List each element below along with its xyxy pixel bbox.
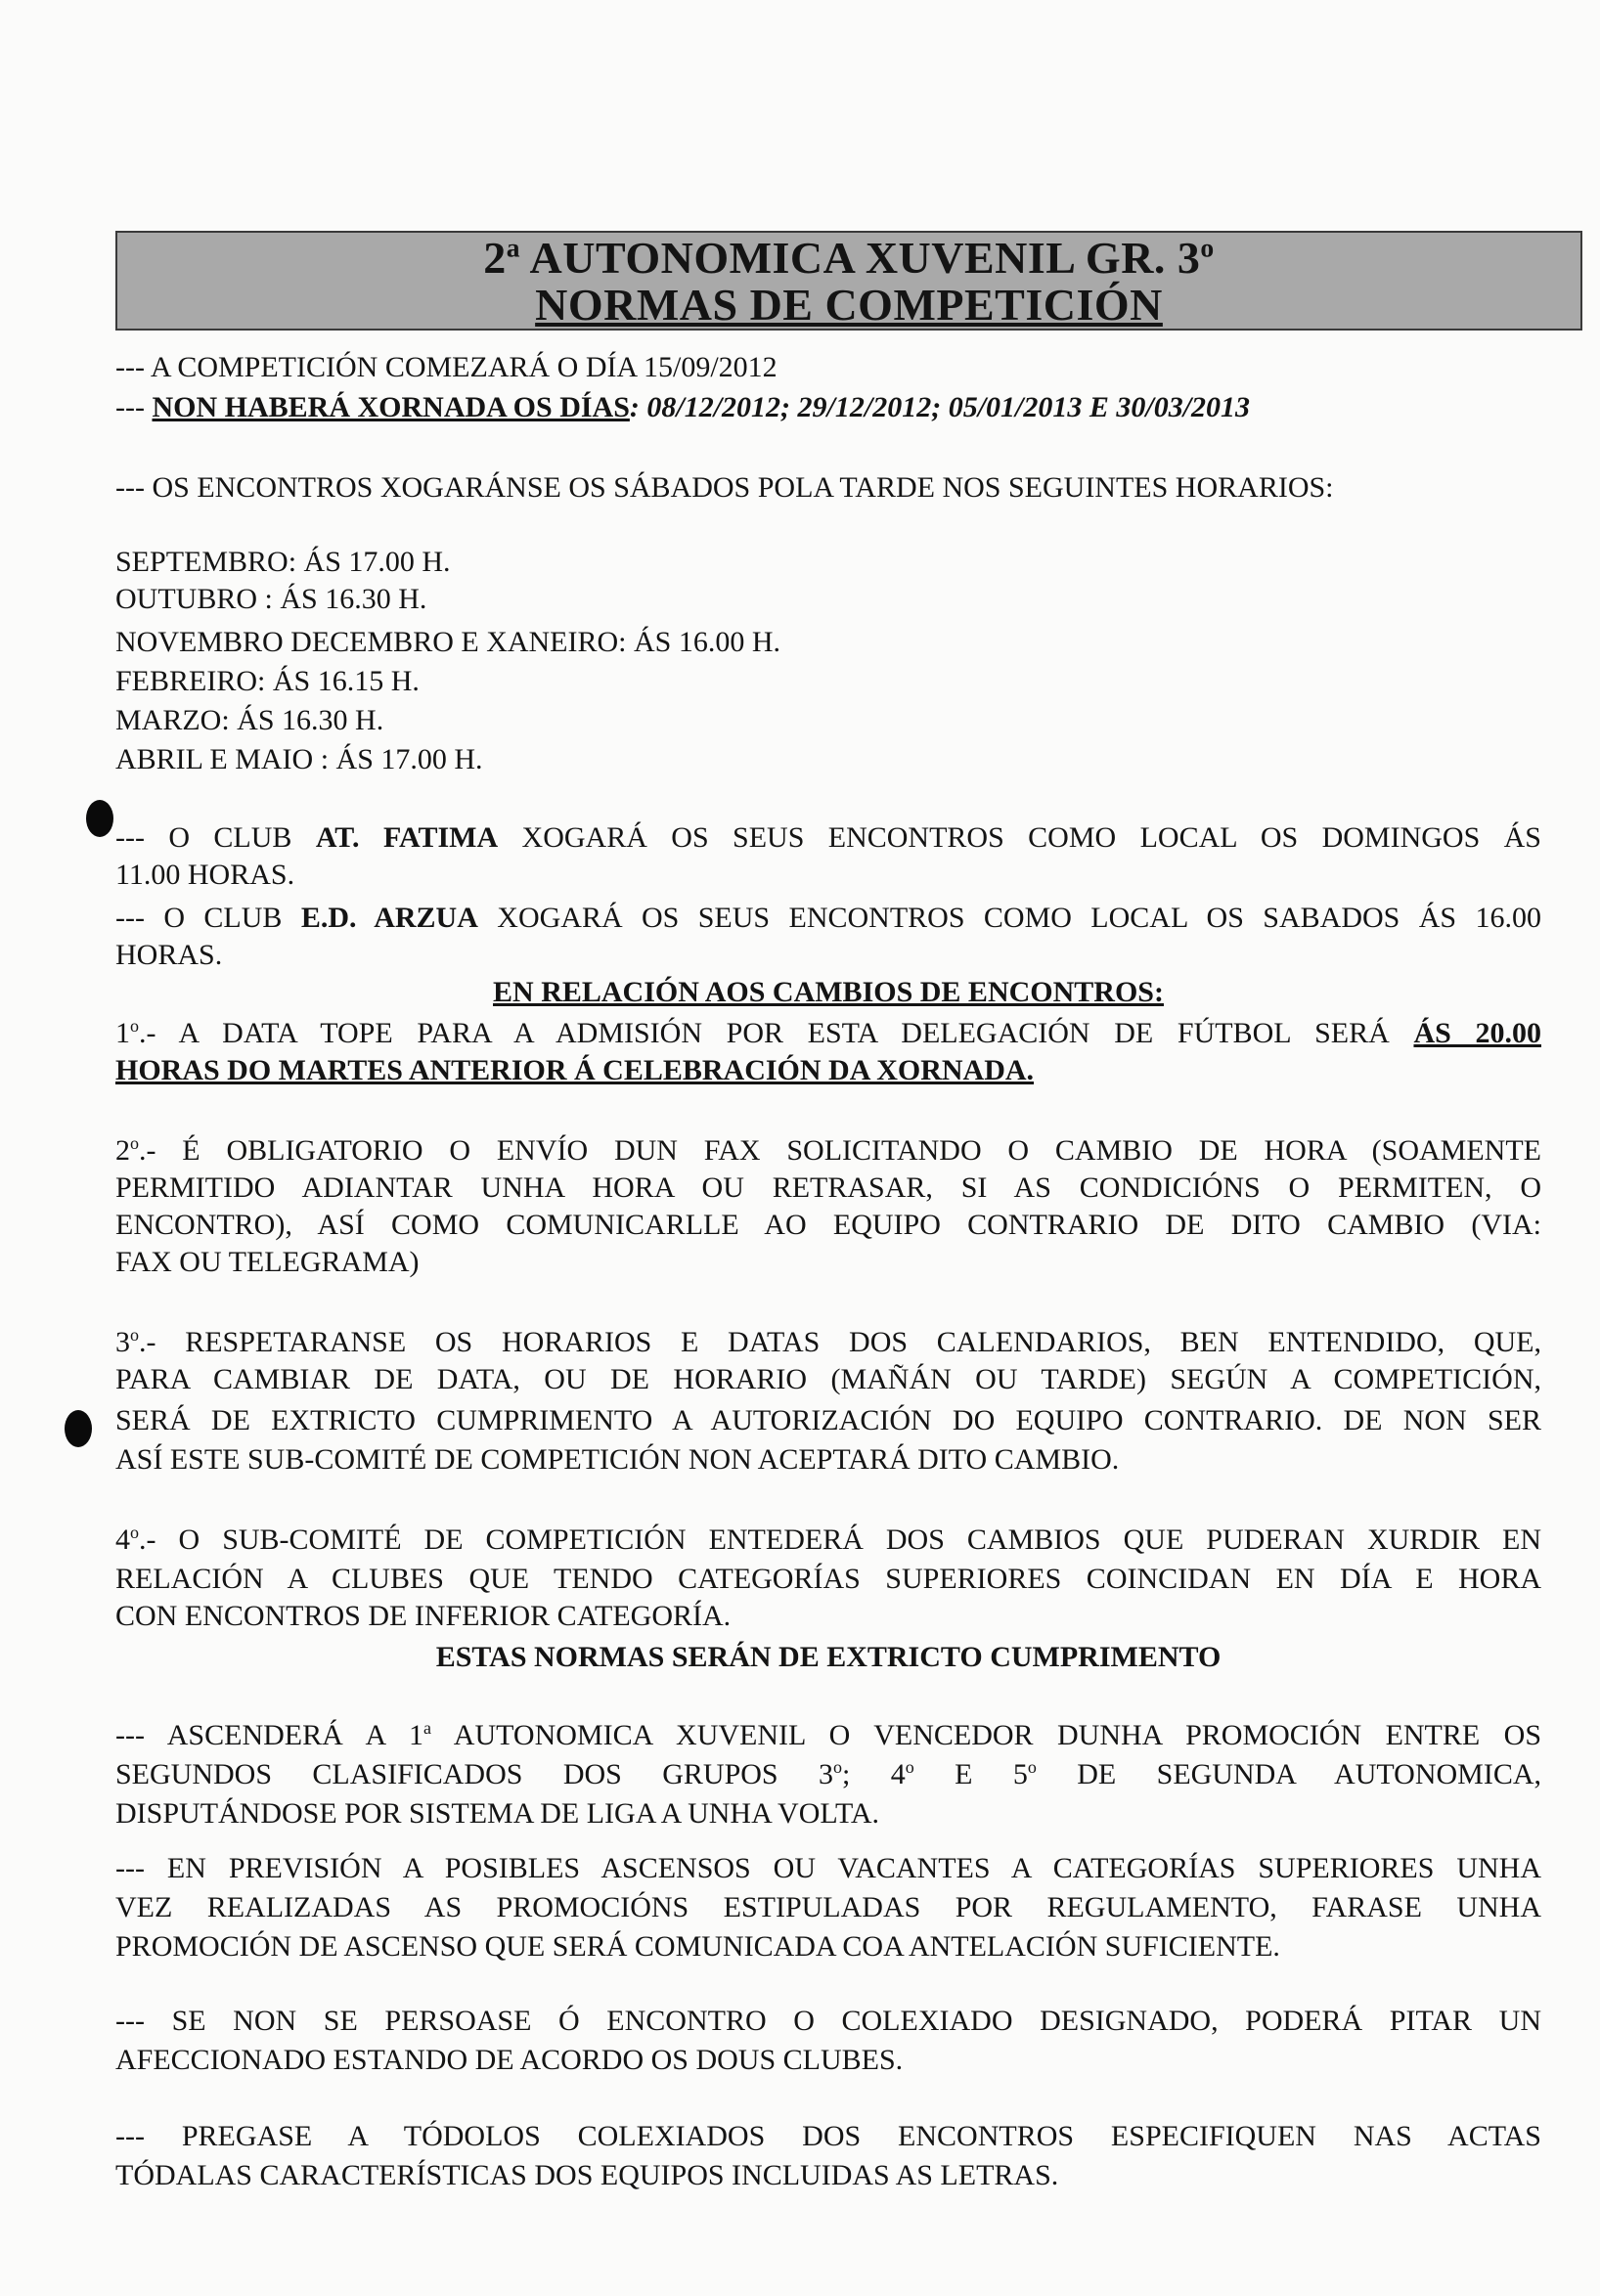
schedule-item: ABRIL E MAIO : ÁS 17.00 H. xyxy=(115,743,483,775)
no-round-line: --- NON HABERÁ XORNADA OS DÍAS: 08/12/2012; 29/12/2012; 05/01/2013 E 30/03/2013 xyxy=(115,391,1251,423)
referee-line1: --- SE NON SE PERSOASE Ó ENCONTRO O COLEXIADO DESIGNADO, PODERÁ PITAR UN xyxy=(115,2005,1541,2037)
rule-3-line3: SERÁ DE EXTRICTO CUMPRIMENTO A AUTORIZACIÓN DO EQUIPO CONTRARIO. DE NON SER xyxy=(115,1404,1541,1436)
ascent-line2: SEGUNDOS CLASIFICADOS DOS GRUPOS 3$^o$; 4$^o$ E 5$^o$ DE SEGUNDA AUTONOMICA, xyxy=(115,1757,1541,1790)
ascent-line3: DISPUTÁNDOSE POR SISTEMA DE LIGA A UNHA VOLTA. xyxy=(115,1797,880,1830)
rule-2-line4: FAX OU TELEGRAMA) xyxy=(115,1246,420,1278)
changes-heading: EN RELACIÓN AOS CAMBIOS DE ENCONTROS: xyxy=(493,976,1164,1008)
header-title: 2$^a$ AUTONOMICA XUVENIL GR. 3$^o$ xyxy=(483,232,1215,283)
provision-line1: --- EN PREVISIÓN A POSIBLES ASCENSOS OU VACANTES A CATEGORÍAS SUPERIORES UNHA xyxy=(115,1852,1541,1884)
referee-line2: AFECCIONADO ESTANDO DE ACORDO OS DOUS CLUBES. xyxy=(115,2044,904,2076)
punch-hole xyxy=(86,800,113,837)
rule-4-line2: RELACIÓN A CLUBES QUE TENDO CATEGORÍAS SUPERIORES COINCIDAN EN DÍA E HORA xyxy=(115,1563,1541,1595)
rule-2-line2: PERMITIDO ADIANTAR UNHA HORA OU RETRASAR, SI AS CONDICIÓNS O PERMITEN, O xyxy=(115,1171,1541,1204)
schedule-intro: --- OS ENCONTROS XOGARÁNSE OS SÁBADOS POLA TARDE NOS SEGUINTES HORARIOS: xyxy=(115,471,1334,504)
rule-3-line4: ASÍ ESTE SUB-COMITÉ DE COMPETICIÓN NON ACEPTARÁ DITO CAMBIO. xyxy=(115,1443,1120,1476)
rule-4-line1: 4$^o$.- O SUB-COMITÉ DE COMPETICIÓN ENTEDERÁ DOS CAMBIOS QUE PUDERAN XURDIR EN xyxy=(115,1523,1541,1556)
rule-2-line3: ENCONTRO), ASÍ COMO COMUNICARLLE AO EQUIPO CONTRARIO DE DITO CAMBIO (VIA: xyxy=(115,1209,1541,1241)
rule-3-line1: 3$^o$.- RESPETARANSE OS HORARIOS E DATAS DOS CALENDARIOS, BEN ENTENDIDO, QUE, xyxy=(115,1325,1541,1358)
schedule-item: OUTUBRO : ÁS 16.30 H. xyxy=(115,583,427,615)
schedule-item: MARZO: ÁS 16.30 H. xyxy=(115,704,384,736)
rule-1-line1: 1$^o$.- A DATA TOPE PARA A ADMISIÓN POR ESTA DELEGACIÓN DE FÚTBOL SERÁ ÁS 20.00 xyxy=(115,1016,1541,1049)
schedule-item: FEBREIRO: ÁS 16.15 H. xyxy=(115,665,420,697)
rule-3-line2: PARA CAMBIAR DE DATA, OU DE HORARIO (MAÑÁN OU TARDE) SEGÚN A COMPETICIÓN, xyxy=(115,1363,1541,1395)
request-line2: TÓDALAS CARACTERÍSTICAS DOS EQUIPOS INCLUIDAS AS LETRAS. xyxy=(115,2159,1059,2191)
provision-line2: VEZ REALIZADAS AS PROMOCIÓNS ESTIPULADAS POR REGULAMENTO, FARASE UNHA xyxy=(115,1891,1541,1923)
club-fatima-line2: 11.00 HORAS. xyxy=(115,859,295,891)
ascent-line1: --- ASCENDERÁ A 1$^a$ AUTONOMICA XUVENIL O VENCEDOR DUNHA PROMOCIÓN ENTRE OS xyxy=(115,1718,1542,1751)
club-fatima-line: --- O CLUB AT. FATIMA XOGARÁ OS SEUS ENCONTROS COMO LOCAL OS DOMINGOS ÁS xyxy=(115,821,1541,854)
document-header xyxy=(115,231,1582,331)
provision-line3: PROMOCIÓN DE ASCENSO QUE SERÁ COMUNICADA COA ANTELACIÓN SUFICIENTE. xyxy=(115,1930,1280,1963)
club-arzua-line: --- O CLUB E.D. ARZUA XOGARÁ OS SEUS ENCONTROS COMO LOCAL OS SABADOS ÁS 16.00 xyxy=(115,902,1541,934)
rule-2-line1: 2$^o$.- É OBLIGATORIO O ENVÍO DUN FAX SOLICITANDO O CAMBIO DE HORA (SOAMENTE xyxy=(115,1133,1541,1167)
start-date-line: --- A COMPETICIÓN COMEZARÁ O DÍA 15/09/2012 xyxy=(115,351,778,383)
schedule-item: SEPTEMBRO: ÁS 17.00 H. xyxy=(115,546,451,578)
rule-1-line2: HORAS DO MARTES ANTERIOR Á CELEBRACIÓN DA XORNADA. xyxy=(115,1054,1035,1086)
header-subtitle: NORMAS DE COMPETICIÓN xyxy=(535,280,1163,330)
schedule-item: NOVEMBRO DECEMBRO E XANEIRO: ÁS 16.00 H. xyxy=(115,626,781,658)
punch-hole xyxy=(65,1410,92,1447)
request-line1: --- PREGASE A TÓDOLOS COLEXIADOS DOS ENCONTROS ESPECIFIQUEN NAS ACTAS xyxy=(115,2120,1541,2152)
closing-statement: ESTAS NORMAS SERÁN DE EXTRICTO CUMPRIMENTO xyxy=(435,1641,1222,1673)
rule-4-line3: CON ENCONTROS DE INFERIOR CATEGORÍA. xyxy=(115,1600,732,1632)
club-arzua-line2: HORAS. xyxy=(115,939,223,971)
